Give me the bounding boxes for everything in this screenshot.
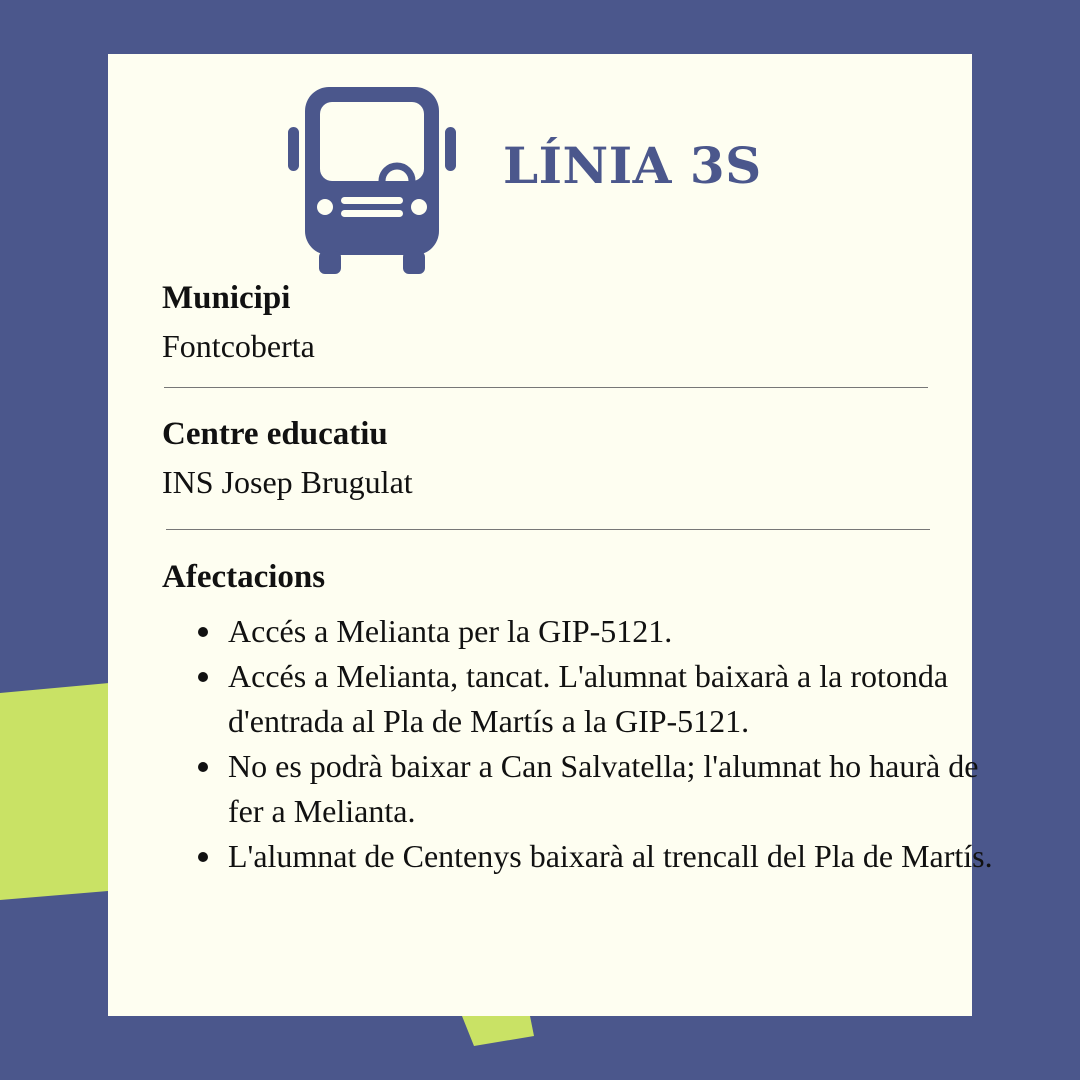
list-item: Accés a Melianta per la GIP-5121. <box>228 609 1008 654</box>
bus-icon <box>284 87 460 277</box>
municipi-value: Fontcoberta <box>162 328 315 364</box>
list-item: No es podrà baixar a Can Salvatella; l'alumnat ho haurà de fer a Melianta. <box>228 744 1008 834</box>
afectacions-label: Afectacions <box>162 559 326 595</box>
info-card <box>108 54 993 1016</box>
centre-value: INS Josep Brugulat <box>162 464 413 500</box>
centre-label: Centre educatiu <box>162 416 388 452</box>
divider <box>164 387 928 388</box>
divider <box>166 529 930 530</box>
list-item: Accés a Melianta, tancat. L'alumnat baixarà a la rotonda d'entrada al Pla de Martís a la GIP-5121. <box>228 654 1008 744</box>
afectacions-list <box>176 609 1008 879</box>
municipi-label: Municipi <box>162 280 291 316</box>
list-item: L'alumnat de Centenys baixarà al trencall del Pla de Martís. <box>228 834 1008 879</box>
page-title: LÍNIA 3S <box>503 136 762 195</box>
